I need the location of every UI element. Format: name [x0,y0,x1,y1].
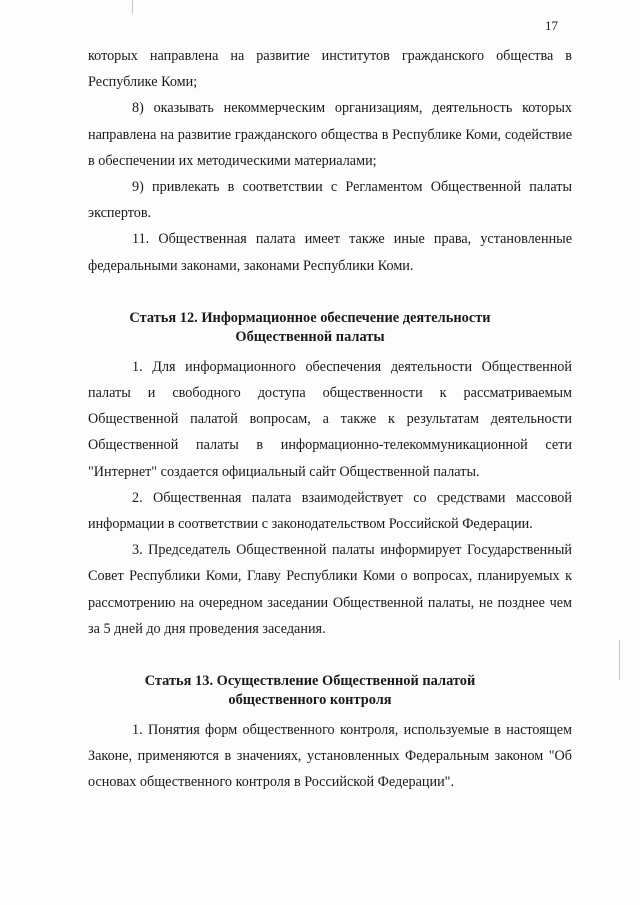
paragraph-item-8: 8) оказывать некоммерческим организациям, деятельность которых направлена на развитие гражданского общества в Республике Коми, содействие в обеспечении их методическими материалами; [88,100,572,169]
paragraph-continued: которых направлена на развитие институтов гражданского общества в Республике Коми; [88,48,572,91]
article-12-title-line-2: Общественной палаты [235,328,385,345]
scan-mark [619,640,620,680]
article-13-paragraph-1: 1. Понятия форм общественного контроля, используемые в настоящем Законе, применяются в значениях, установленных Федеральным законом "Об основах общественного контроля в Российской Федерации". [88,722,572,791]
document-body [88,43,572,796]
article-12-paragraph-2: 2. Общественная палата взаимодействует со средствами массовой информации в соответствии с законодательством Российской Федерации. [88,489,572,533]
article-12-paragraph-1: 1. Для информационного обеспечения деятельности Общественной палаты и свободного доступа общественности к рассматриваемым Общественной палатой вопросам, а также к результатам деятельности Общественной палаты в информационно-телекоммуникационной сети "Интернет" создается официальный сайт Общественной палаты. [88,358,572,480]
article-13-heading [88,672,572,710]
scan-mark [132,0,133,14]
article-12-paragraph-3: 3. Председатель Общественной палаты информирует Государственный Совет Республики Коми, Главу Республики Коми о вопросах, планируемых к рассмотрению на очередном заседании Общественной палаты, не позднее чем за 5 дней до дня проведения заседания. [88,542,572,637]
spacer [88,642,572,672]
article-12-title-line-1: Статья 12. Информационное обеспечение деятельности [129,309,491,326]
spacer [88,279,572,309]
paragraph-part-11: 11. Общественная палата имеет также иные права, установленные федеральными законами, законами Республики Коми. [88,231,572,274]
article-13-title-line-1: Статья 13. Осуществление Общественной палатой [144,673,476,690]
paragraph-item-9: 9) привлекать в соответствии с Регламентом Общественной палаты экспертов. [88,179,572,222]
page-number: 17 [545,18,558,33]
article-12-heading [88,309,572,347]
article-13-title-line-2: общественного контроля [228,692,392,709]
